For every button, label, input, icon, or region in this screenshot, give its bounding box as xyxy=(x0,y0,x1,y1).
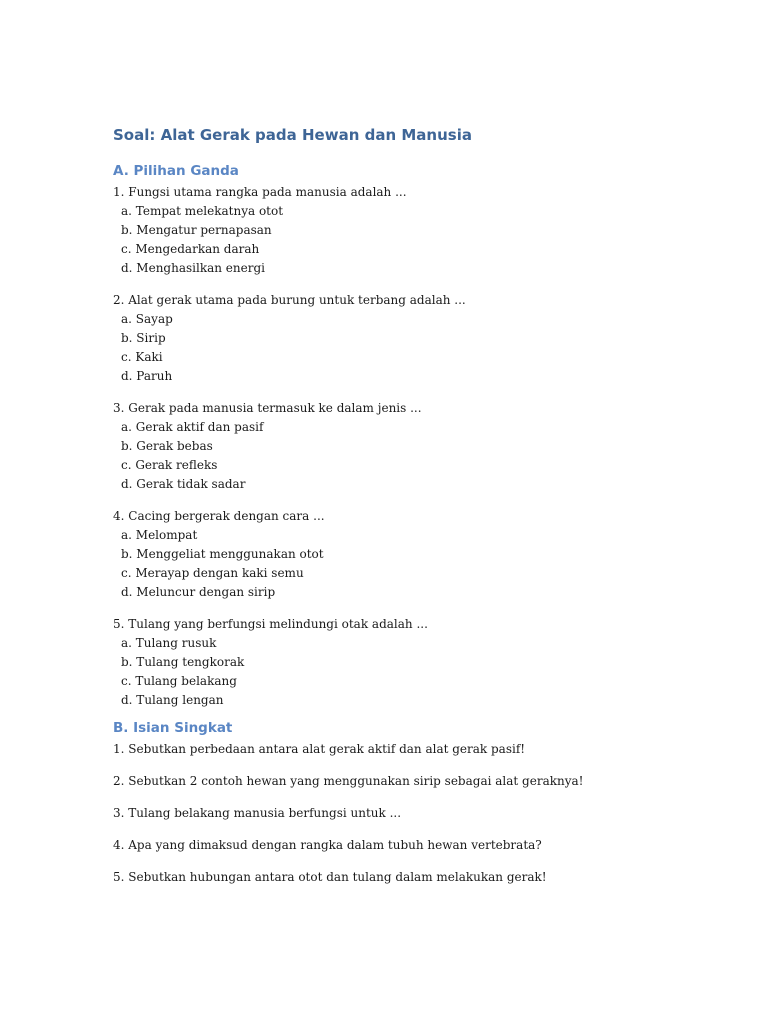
document-title: Soal: Alat Gerak pada Hewan dan Manusia xyxy=(113,126,472,144)
short-answer-section xyxy=(113,718,733,887)
question-4 xyxy=(113,507,733,602)
short-answer-item-2: 2. Sebutkan 2 contoh hewan yang menggunakan sirip sebagai alat geraknya! xyxy=(113,774,584,788)
option-c: c. Kaki xyxy=(121,350,163,364)
option-b: b. Tulang tengkorak xyxy=(121,655,245,669)
option-c: c. Gerak refleks xyxy=(121,458,218,472)
multiple-choice-section xyxy=(113,161,733,710)
short-answer-item-4: 4. Apa yang dimaksud dengan rangka dalam tubuh hewan vertebrata? xyxy=(113,838,542,852)
option-b: b. Sirip xyxy=(121,331,166,345)
document-page xyxy=(113,124,733,900)
question-text: 1. Fungsi utama rangka pada manusia adalah ... xyxy=(113,185,407,199)
option-a: a. Melompat xyxy=(121,528,198,542)
option-b: b. Mengatur pernapasan xyxy=(121,223,272,237)
option-a: a. Sayap xyxy=(121,312,173,326)
option-b: b. Menggeliat menggunakan otot xyxy=(121,547,324,561)
option-d: d. Meluncur dengan sirip xyxy=(121,585,276,599)
question-text: 5. Tulang yang berfungsi melindungi otak adalah ... xyxy=(113,617,428,631)
option-b: b. Gerak bebas xyxy=(121,439,213,453)
short-answer-item-5: 5. Sebutkan hubungan antara otot dan tulang dalam melakukan gerak! xyxy=(113,870,547,884)
question-1 xyxy=(113,183,733,278)
section-heading-block xyxy=(113,718,733,738)
option-d: d. Menghasilkan energi xyxy=(121,261,265,275)
option-c: c. Merayap dengan kaki semu xyxy=(121,566,304,580)
option-c: c. Tulang belakang xyxy=(121,674,237,688)
option-a: a. Tempat melekatnya otot xyxy=(121,204,284,218)
question-2 xyxy=(113,291,733,386)
option-c: c. Mengedarkan darah xyxy=(121,242,260,256)
multiple-choice-heading: A. Pilihan Ganda xyxy=(113,163,239,179)
option-d: d. Paruh xyxy=(121,369,173,383)
option-d: d. Tulang lengan xyxy=(121,693,224,707)
question-text: 4. Cacing bergerak dengan cara ... xyxy=(113,509,325,523)
option-a: a. Tulang rusuk xyxy=(121,636,217,650)
short-answer-heading: B. Isian Singkat xyxy=(113,720,233,736)
section-heading-block xyxy=(113,161,733,181)
option-d: d. Gerak tidak sadar xyxy=(121,477,246,491)
title-block xyxy=(113,124,733,146)
question-5 xyxy=(113,615,733,710)
short-answer-item-1: 1. Sebutkan perbedaan antara alat gerak aktif dan alat gerak pasif! xyxy=(113,742,526,756)
short-answer-item-3: 3. Tulang belakang manusia berfungsi untuk ... xyxy=(113,806,402,820)
question-text: 3. Gerak pada manusia termasuk ke dalam jenis ... xyxy=(113,401,422,415)
option-a: a. Gerak aktif dan pasif xyxy=(121,420,264,434)
question-3 xyxy=(113,399,733,494)
question-text: 2. Alat gerak utama pada burung untuk terbang adalah ... xyxy=(113,293,466,307)
